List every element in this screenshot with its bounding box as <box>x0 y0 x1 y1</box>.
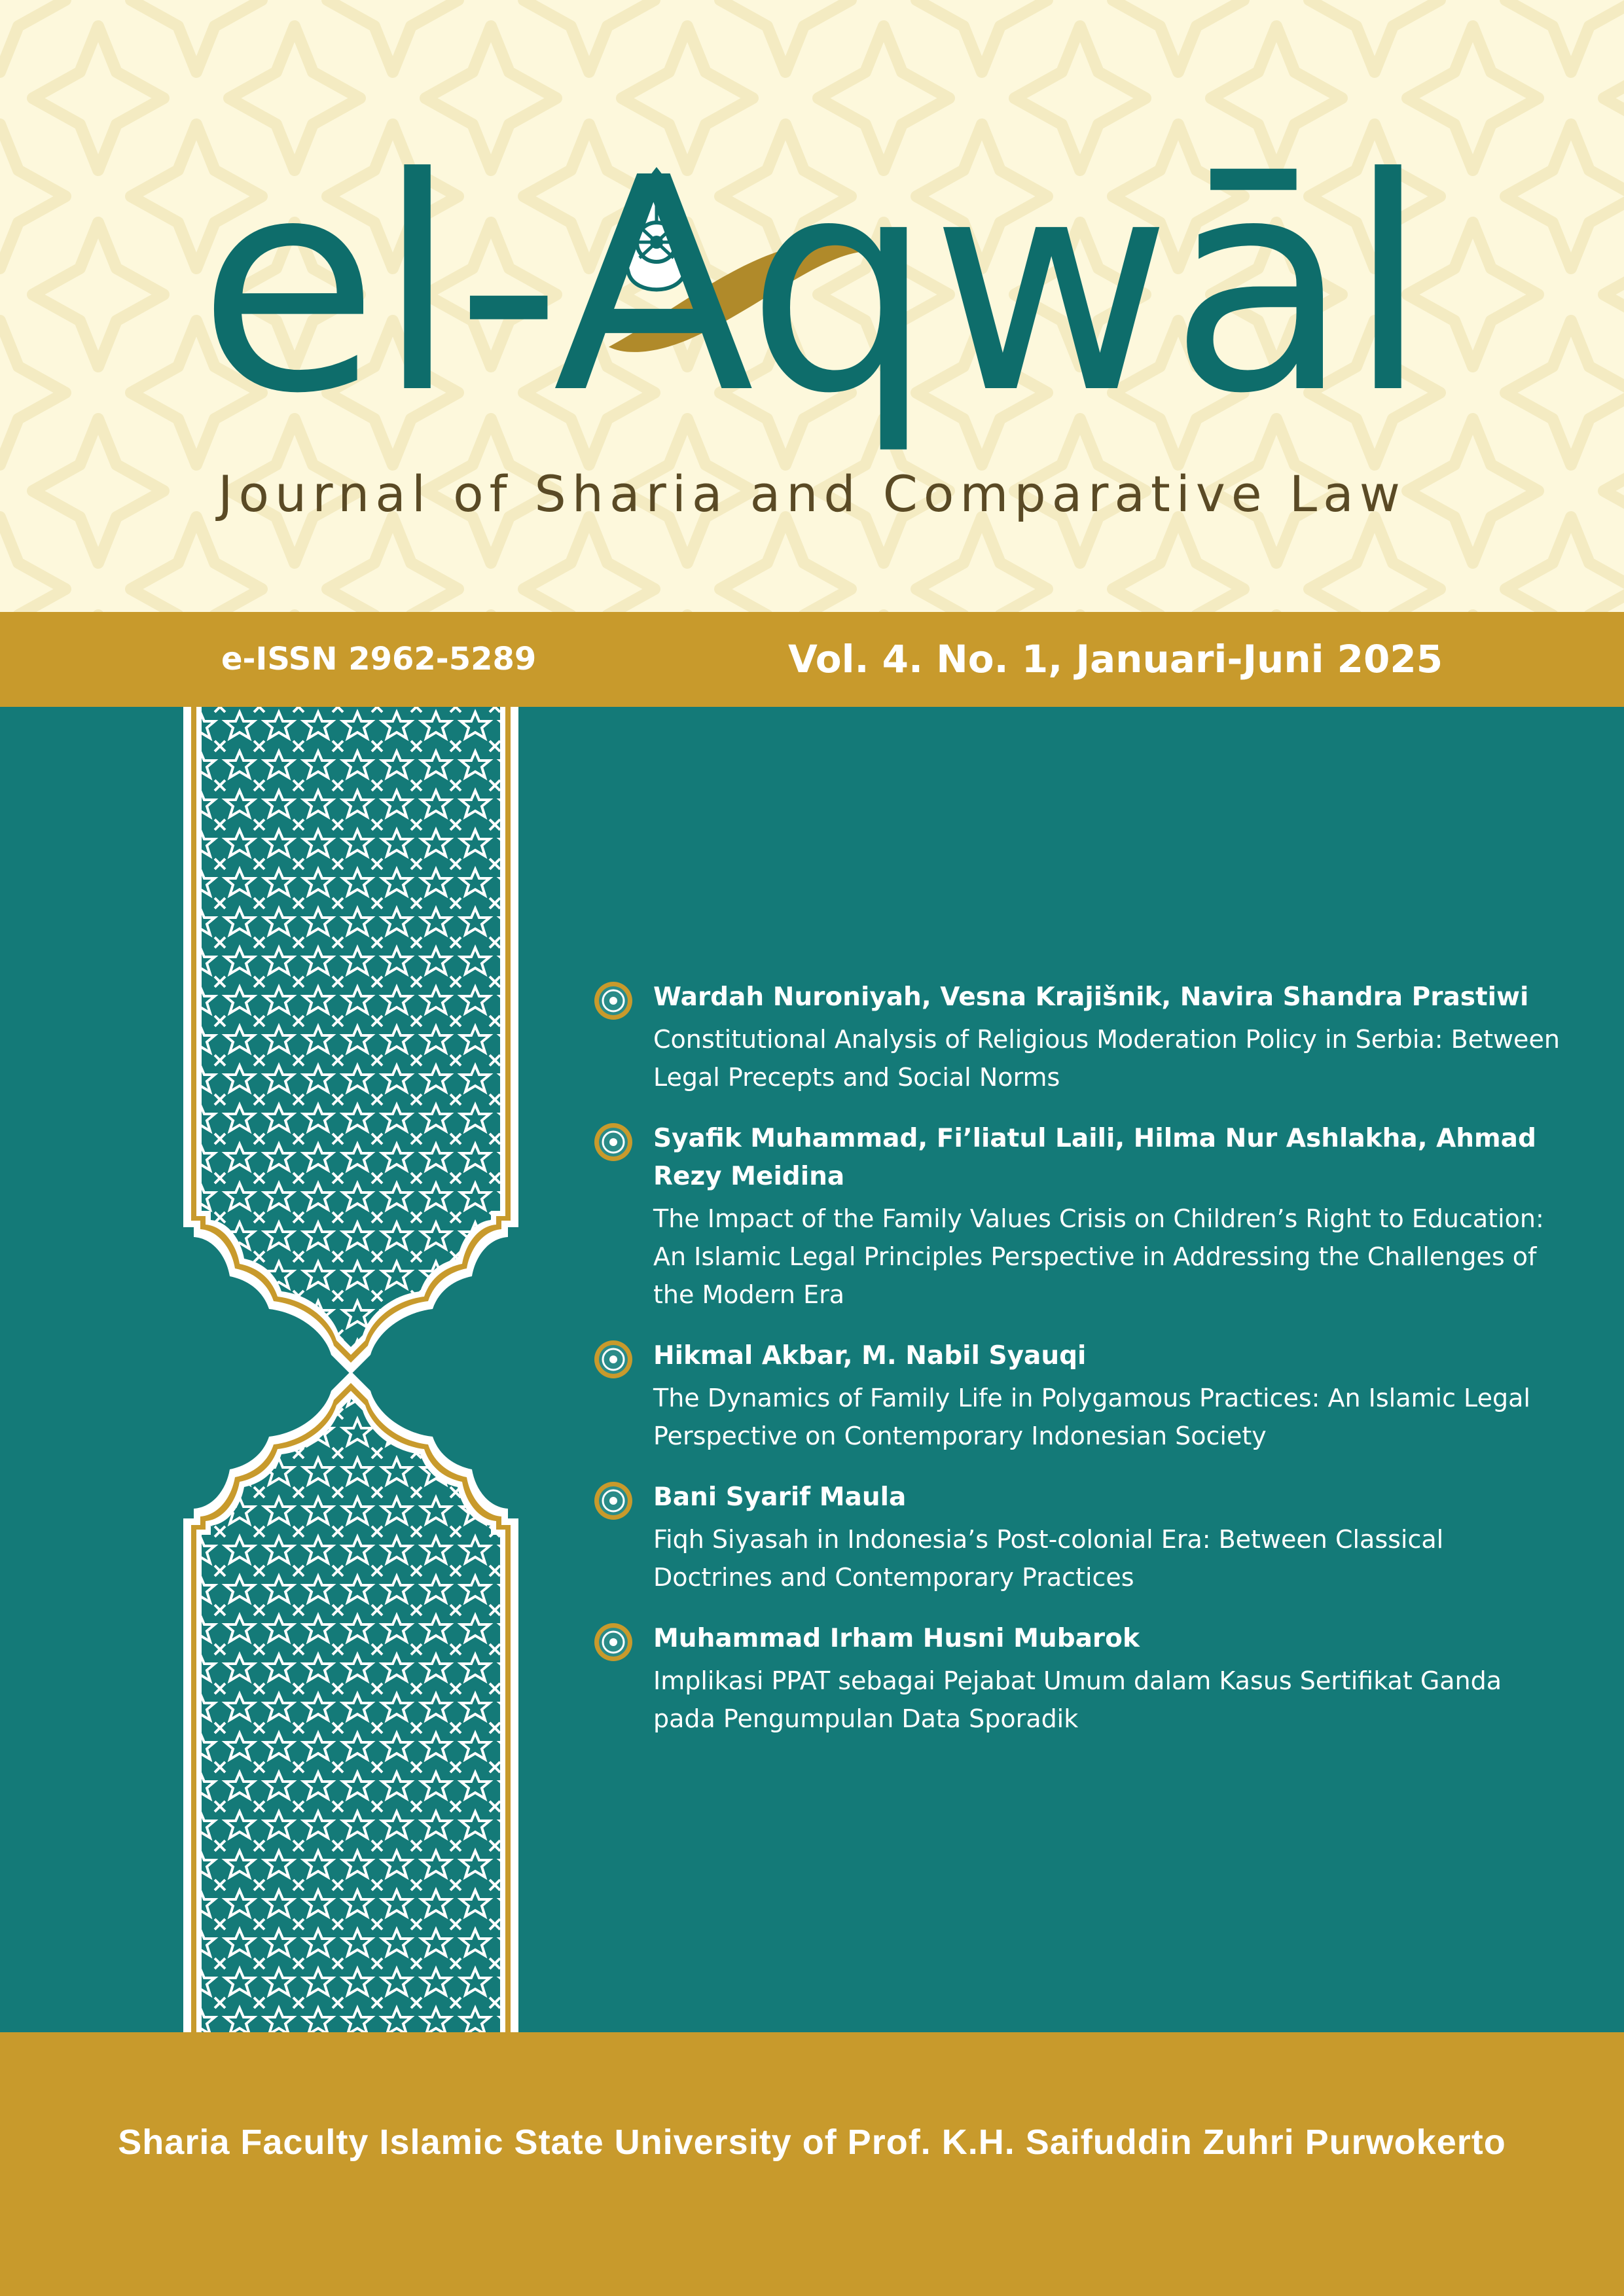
volume-label: Vol. 4. No. 1, Januari-Juni 2025 <box>788 637 1443 681</box>
article-authors: Muhammad Irham Husni Mubarok <box>653 1624 1140 1653</box>
publisher-footer <box>0 2032 1624 2296</box>
issn-label: e-ISSN 2962-5289 <box>221 641 537 677</box>
article-title[interactable]: The Dynamics of Family Life in Polygamous Practices: An Islamic Legal Perspective on Contemporary Indonesian Society <box>653 1384 1530 1450</box>
article-entry[interactable] <box>592 1479 1561 1596</box>
arch-ornament-panel <box>181 707 521 2032</box>
article-title[interactable]: Fiqh Siyasah in Indonesia’s Post-colonial Era: Between Classical Doctrines and Contemporary Practices <box>653 1525 1444 1592</box>
rosette-bullet-icon <box>594 1623 633 1662</box>
table-of-contents <box>592 978 1561 1761</box>
article-title[interactable]: Implikasi PPAT sebagai Pejabat Umum dalam Kasus Sertifikat Ganda pada Pengumpulan Data Sporadik <box>653 1666 1502 1733</box>
journal-subtitle: Journal of Sharia and Comparative Law <box>218 465 1406 523</box>
journal-logo <box>0 0 1624 612</box>
publisher-name: Sharia Faculty Islamic State University of Prof. K.H. Saifuddin Zuhri Purwokerto <box>118 2123 1506 2162</box>
journal-name: el-Aqwāl <box>198 115 1426 458</box>
article-entry[interactable] <box>592 1337 1561 1455</box>
article-entry[interactable] <box>592 978 1561 1096</box>
article-authors: Wardah Nuroniyah, Vesna Krajišnik, Navira Shandra Prastiwi <box>653 982 1529 1012</box>
article-entry[interactable] <box>592 1120 1561 1314</box>
article-title[interactable]: The Impact of the Family Values Crisis on Children’s Right to Education: An Islamic Legal Principles Perspective in Addressing the Challenges of the Modern Era <box>653 1204 1544 1309</box>
article-authors: Bani Syarif Maula <box>653 1482 907 1512</box>
article-authors: Hikmal Akbar, M. Nabil Syauqi <box>653 1341 1087 1371</box>
masthead <box>0 0 1624 612</box>
rosette-bullet-icon <box>594 981 633 1020</box>
article-entry[interactable] <box>592 1620 1561 1738</box>
rosette-bullet-icon <box>594 1122 633 1162</box>
rosette-bullet-icon <box>594 1481 633 1520</box>
issue-bar <box>0 612 1624 707</box>
rosette-bullet-icon <box>594 1340 633 1379</box>
article-authors: Syafik Muhammad, Fi’liatul Laili, Hilma Nur Ashlakha, Ahmad Rezy Meidina <box>653 1124 1536 1191</box>
article-title[interactable]: Constitutional Analysis of Religious Moderation Policy in Serbia: Between Legal Precepts and Social Norms <box>653 1025 1560 1092</box>
